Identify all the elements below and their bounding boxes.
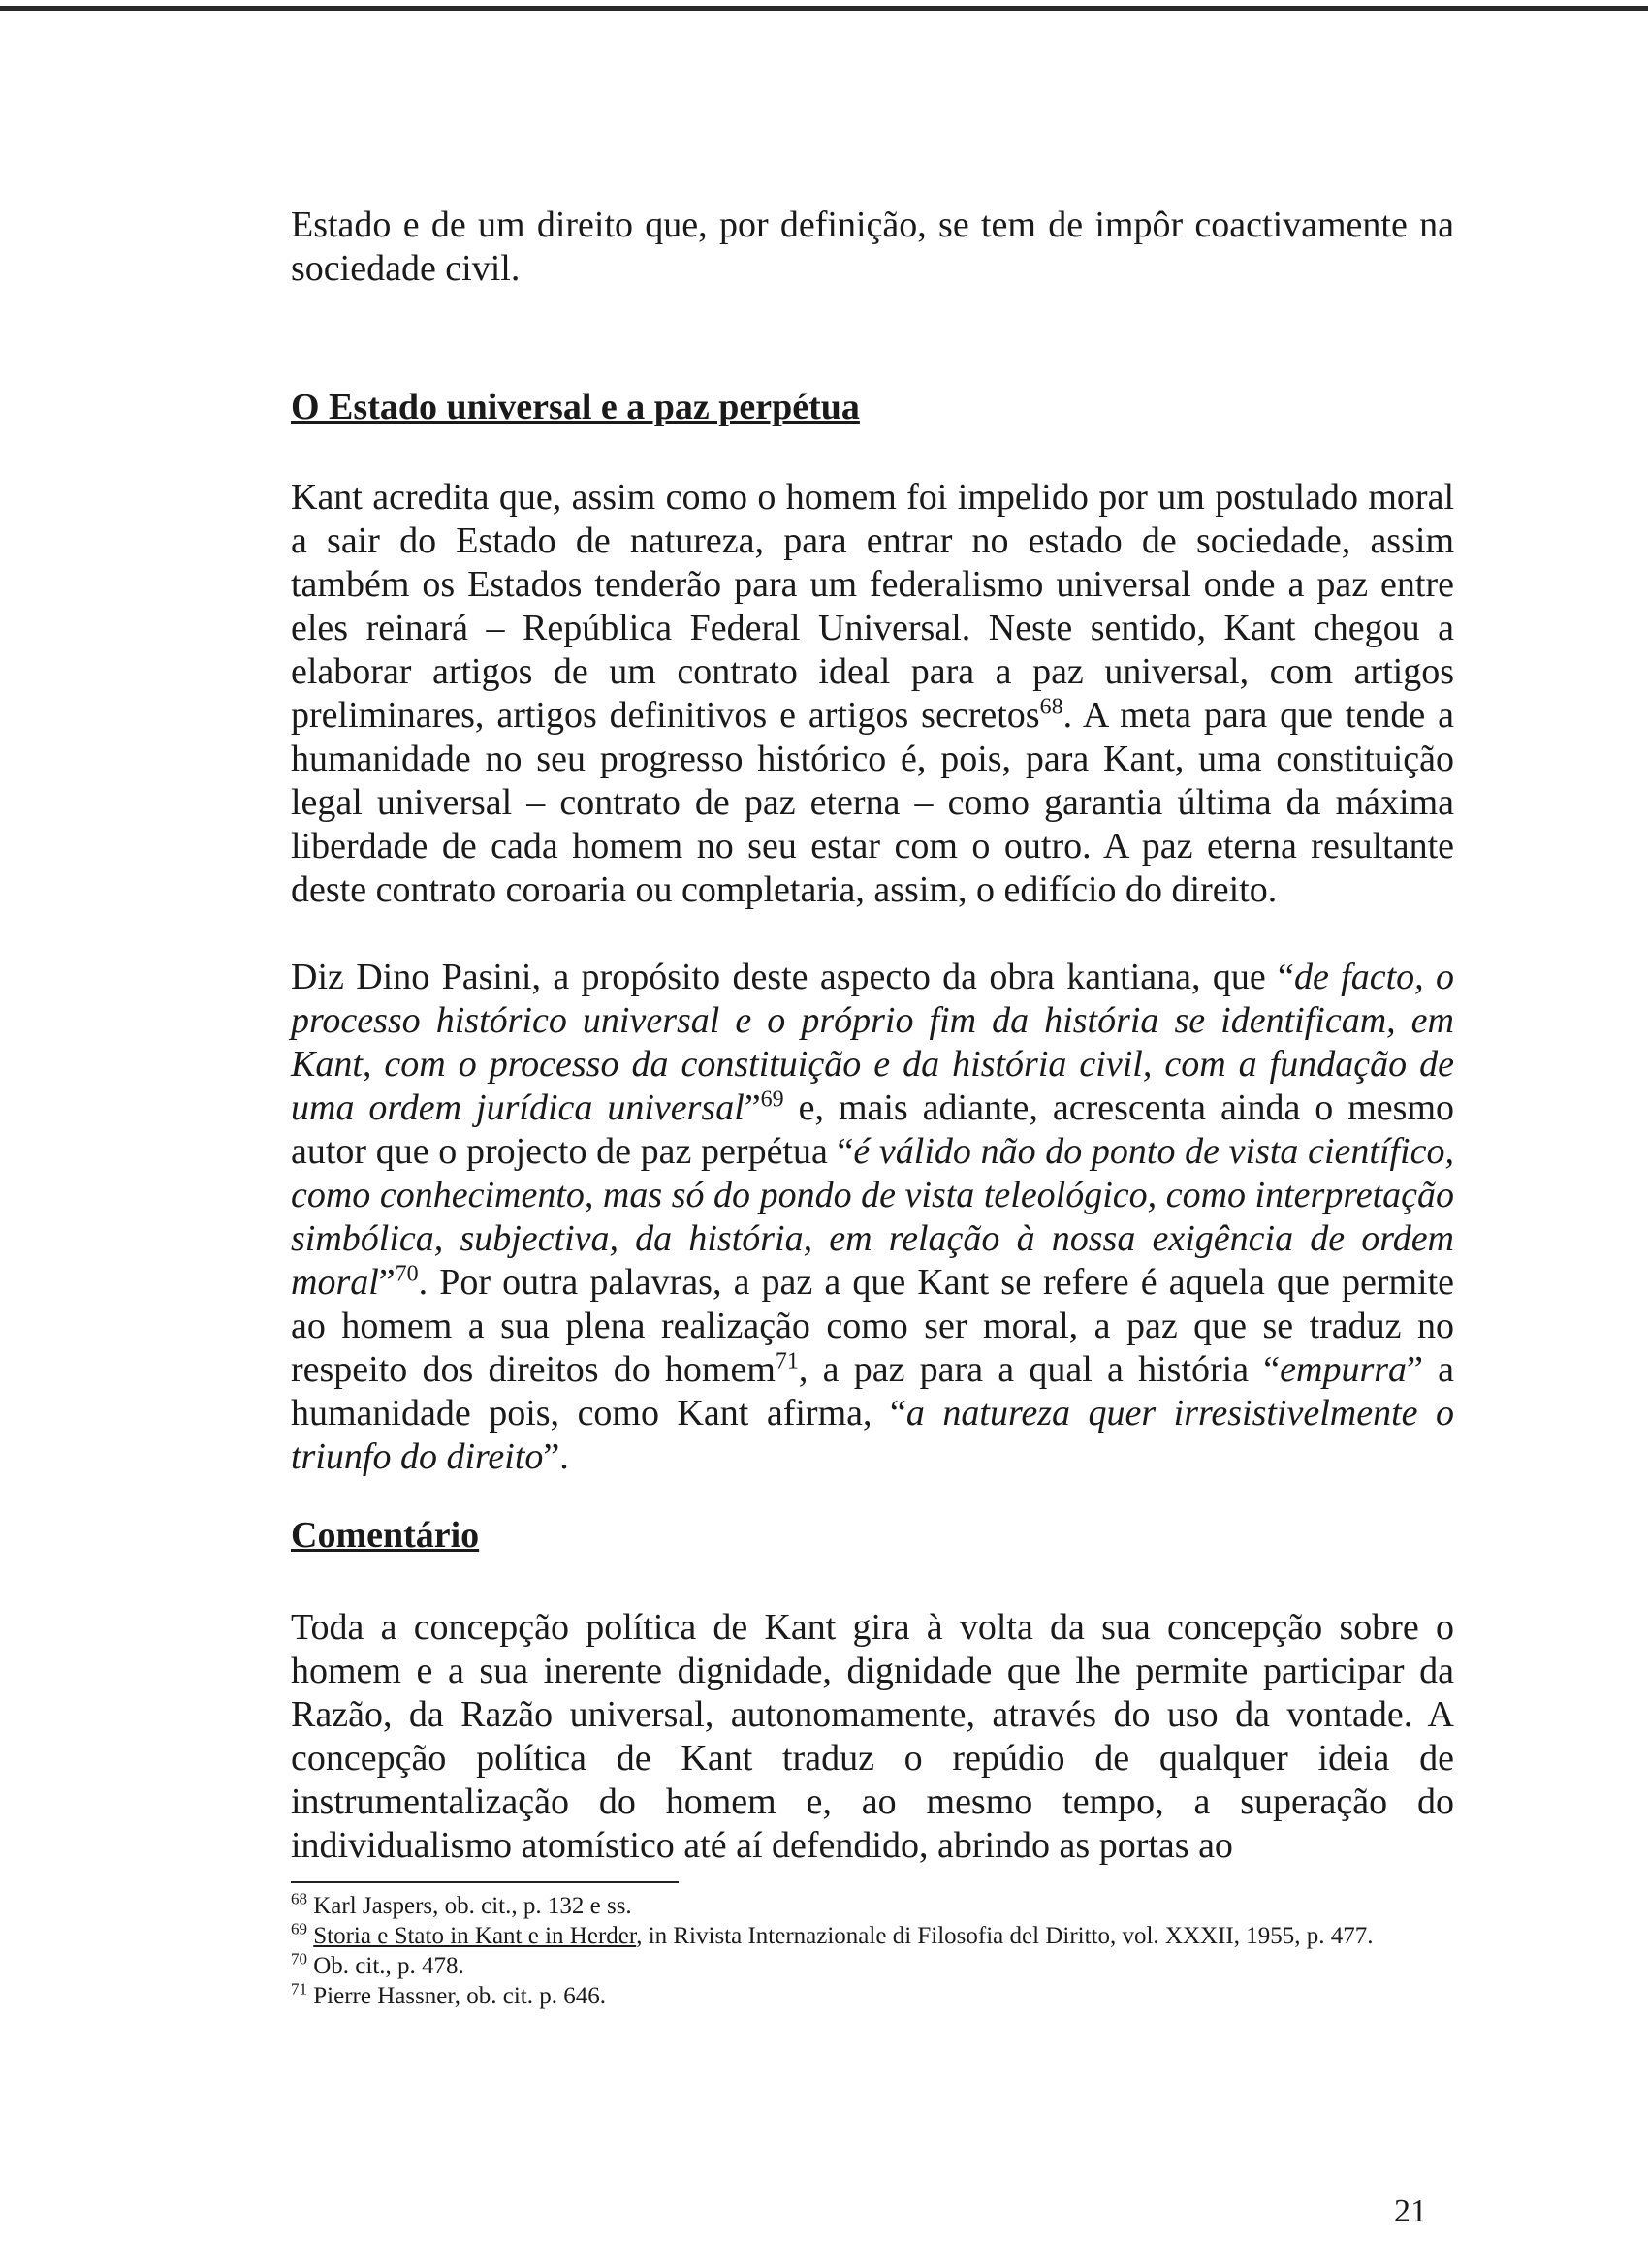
paragraph-text: , a paz para a qual a história “	[798, 1349, 1281, 1390]
footnote-number: 68	[291, 1889, 307, 1908]
footnote-text: Karl Jaspers, ob. cit., p. 132 e ss.	[313, 1893, 632, 1919]
paragraph-text: ”	[378, 1262, 396, 1303]
footnote-69	[291, 1921, 1454, 1951]
footnote-68	[291, 1891, 1454, 1921]
quote-text: de facto, o processo histórico universal e o próprio fim da história se identificam, em Kant, com o processo da constituição e da história civil, com a fundação de uma ordem jurídica universal	[291, 957, 1454, 1128]
page-body	[291, 204, 1454, 2011]
paragraph-comentario: Toda a concepção política de Kant gira à volta da sua concepção sobre o homem e a sua inerente dignidade, dignidade que lhe permite participar da Razão, da Razão universal, autonomamente, através do uso da vontade. A concepção política de Kant traduz o repúdio de qualquer ideia de instrumentalização do homem e, ao mesmo tempo, a superação do individualismo atomístico até aí defendido, abrindo as portas ao	[291, 1607, 1454, 1866]
section-heading-paz-perpetua: O Estado universal e a paz perpétua	[291, 387, 860, 427]
top-border-line	[0, 6, 1648, 11]
paragraph-text: ”	[744, 1087, 761, 1128]
quote-text: é válido não do ponto de vista científico, como conhecimento, mas só do pondo de vista teleológico, como interpretação simbólica, subjectiva, da história, em relação à nossa exigência de ordem moral	[291, 1131, 1454, 1303]
quote-text: empurra	[1280, 1349, 1408, 1390]
page-number: 21	[1394, 2193, 1427, 2229]
paragraph-text: . Por outra palavras, a paz a que Kant se refere é aquela que permite ao homem a sua plena realização como ser moral, a paz que se traduz no respeito dos direitos do homem	[291, 1262, 1454, 1390]
footnote-text: Pierre Hassner, ob. cit. p. 646.	[313, 1983, 606, 2009]
quote-text: a natureza quer irresistivelmente o triunfo do direito	[291, 1393, 1455, 1477]
footnote-separator	[291, 1881, 679, 1883]
footnote-71	[291, 1981, 1454, 2011]
paragraph-text: Diz Dino Pasini, a propósito deste aspecto da obra kantiana, que “	[291, 957, 1294, 997]
footnote-text: , in Rivista Internazionale di Filosofia del Diritto, vol. XXXII, 1955, p. 477.	[636, 1923, 1374, 1949]
paragraph-dino-pasini	[291, 956, 1454, 1479]
paragraph-kant-federalismo	[291, 476, 1454, 912]
footnote-text: Ob. cit., p. 478.	[313, 1953, 464, 1979]
paragraph-text: ”.	[543, 1436, 569, 1477]
footnote-ref-68[interactable]: 68	[1039, 694, 1063, 720]
footnote-title: Storia e Stato in Kant e in Herder	[313, 1923, 637, 1949]
section-heading-comentario: Comentário	[291, 1515, 480, 1556]
paragraph-text: ” a humanidade pois, como Kant afirma, “	[291, 1349, 1454, 1433]
footnotes	[291, 1891, 1454, 2011]
paragraph-text: e, mais adiante, acrescenta ainda o mesmo autor que o projecto de paz perpétua “	[291, 1087, 1455, 1172]
footnote-number: 69	[291, 1919, 307, 1938]
footnote-number: 70	[291, 1949, 307, 1969]
paragraph-text: . A meta para que tende a humanidade no seu progresso histórico é, pois, para Kant, uma constituição legal universal – contrato de paz eterna – como garantia última da máxima liberdade de cada homem no seu estar com o outro. A paz eterna resultante deste contrato coroaria ou completaria, assim, o edifício do direito.	[291, 695, 1454, 910]
footnote-ref-70[interactable]: 70	[395, 1261, 419, 1287]
intro-paragraph: Estado e de um direito que, por definição, se tem de impôr coactivamente na sociedade civil.	[291, 205, 1454, 289]
footnote-number: 71	[291, 1979, 307, 1999]
paragraph-text: Kant acredita que, assim como o homem foi impelido por um postulado moral a sair do Estado de natureza, para entrar no estado de sociedade, assim também os Estados tenderão para um federalismo universal onde a paz entre eles reinará – República Federal Universal. Neste sentido, Kant chegou a elaborar artigos de um contrato ideal para a paz universal, com artigos preliminares, artigos definitivos e artigos secretos	[291, 477, 1454, 736]
footnote-ref-69[interactable]: 69	[760, 1087, 784, 1113]
footnote-ref-71[interactable]: 71	[775, 1348, 799, 1374]
footnote-70	[291, 1951, 1454, 1981]
